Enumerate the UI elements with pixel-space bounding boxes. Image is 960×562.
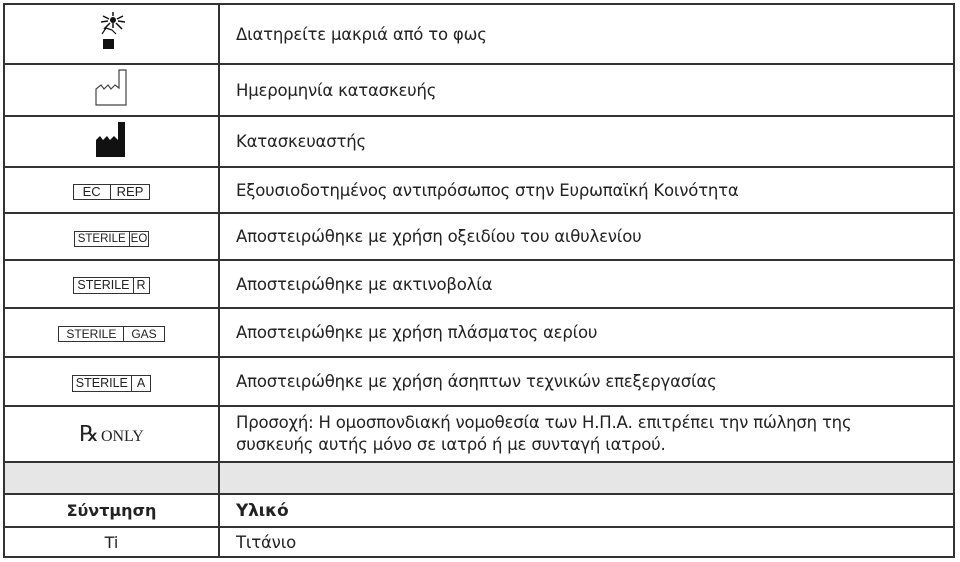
- material-abbreviation: Ti: [4, 527, 219, 557]
- table-row: [4, 308, 954, 357]
- table-row: [4, 213, 954, 260]
- sterile-r-icon: STERILE R: [73, 277, 149, 294]
- manufacturer-icon: [95, 121, 129, 159]
- symbol-description: Διατηρείτε μακριά από το φως: [219, 4, 954, 64]
- symbol-description: Αποστειρώθηκε με ακτινοβολία: [219, 260, 954, 308]
- table-row: [4, 527, 954, 557]
- table-row: [4, 64, 954, 116]
- table-row: [4, 167, 954, 213]
- table-row: [4, 4, 954, 64]
- sterile-a-icon: STERILE A: [72, 375, 151, 392]
- sterile-gas-icon: STERILE GAS: [58, 326, 164, 342]
- materials-header-row: [4, 494, 954, 527]
- table-row: [4, 260, 954, 308]
- rx-only-icon: ℞ ONLY: [79, 421, 144, 446]
- keep-away-from-sunlight-icon: [92, 12, 132, 52]
- symbols-table: [3, 3, 955, 558]
- symbol-description: Κατασκευαστής: [219, 116, 954, 167]
- symbol-description: Αποστειρώθηκε με χρήση άσηπτων τεχνικών επεξεργασίας: [219, 357, 954, 406]
- table-row: [4, 406, 954, 462]
- spacer-row: [4, 462, 954, 494]
- ec-rep-icon: EC REP: [73, 184, 151, 200]
- material-header: Υλικό: [219, 494, 954, 527]
- symbol-description: Εξουσιοδοτημένος αντιπρόσωπος στην Ευρωπαϊκή Κοινότητα: [219, 167, 954, 213]
- sterile-eo-icon: STERILE EO: [74, 231, 150, 247]
- date-of-manufacture-icon: [95, 69, 129, 107]
- material-name: Τιτάνιο: [219, 527, 954, 557]
- symbol-description: Ημερομηνία κατασκευής: [219, 64, 954, 116]
- symbol-description: Αποστειρώθηκε με χρήση πλάσματος αερίου: [219, 308, 954, 357]
- abbreviation-header: Σύντμηση: [4, 494, 219, 527]
- table-row: [4, 116, 954, 167]
- symbol-description: Προσοχή: Η ομοσπονδιακή νομοθεσία των Η.Π.Α. επιτρέπει την πώληση της συσκευής αυτής μόνο σε ιατρό ή με συνταγή ιατρού.: [219, 406, 954, 462]
- symbol-description: Αποστειρώθηκε με χρήση οξειδίου του αιθυλενίου: [219, 213, 954, 260]
- table-row: [4, 357, 954, 406]
